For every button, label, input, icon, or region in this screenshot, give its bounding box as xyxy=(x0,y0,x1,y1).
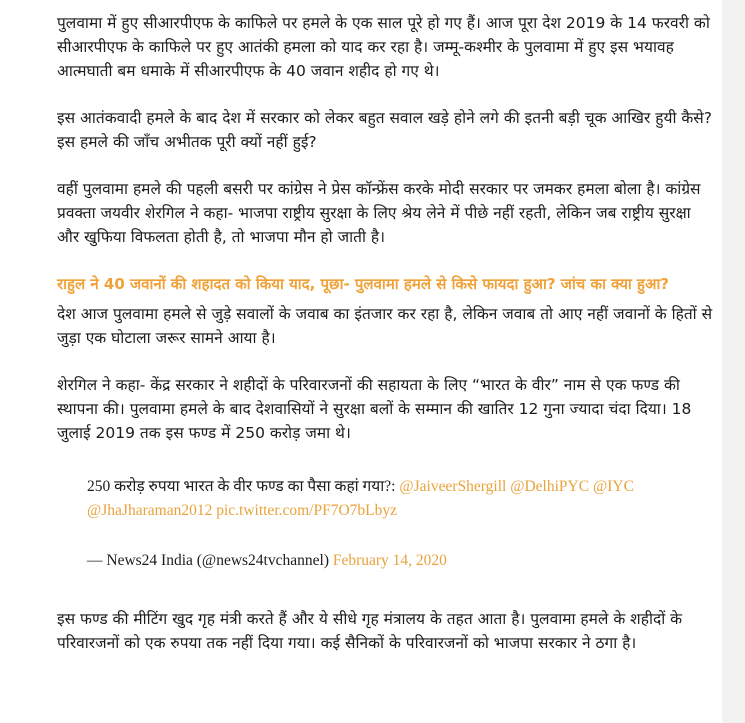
tweet-mention-iyc[interactable]: @IYC xyxy=(592,478,634,495)
paragraph-scam: देश आज पुलवामा हमले से जुड़े सवालों के जवाब का इंतजार कर रहा है, लेकिन जवाब तो आए नहीं जवानों के हितों से जुड़ा एक घोटाला जरूर सामने आया है। xyxy=(57,305,713,347)
tweet-body: 250 करोड़ रुपया भारत के वीर फण्ड का पैसा कहां गया?: xyxy=(87,478,400,495)
paragraph-congress: वहीं पुलवामा हमले की पहली बसरी पर कांग्रेस ने प्रेस कॉन्फ्रेंस करके मोदी सरकार पर जमकर हमला बोला है। कांग्रेस प्रवक्ता जयवीर शेरगिल ने कहा- भाजपा राष्ट्रीय सुरक्षा के लिए श्रेय लेने में पीछे नहीं रहती, लेकिन जब राष्ट्रीय सुरक्षा और खुफिया विफलता होती है, तो भाजपा मौन हो जाती है। xyxy=(57,180,701,246)
article-content xyxy=(57,11,717,655)
page-scrollbar-track[interactable] xyxy=(722,0,745,723)
tweet-pic-link[interactable]: pic.twitter.com/PF7O7bLbyz xyxy=(216,502,398,519)
paragraph-meeting: इस फण्ड की मीटिंग खुद गृह मंत्री करते हैं और ये सीधे गृह मंत्रालय के तहत आता है। पुलवामा हमले के शहीदों के परिवारजनों को एक रुपया तक नहीं दिया गया। कई सैनिकों के परिवारजनों को भाजपा सरकार ने ठगा है। xyxy=(57,610,683,652)
paragraph-questions: इस आतंकवादी हमले के बाद देश में सरकार को लेकर बहुत सवाल खड़े होने लगे की इतनी बड़ी चूक आखिर हुयी कैसे? इस हमले की जाँच अभीतक पूरी क्यों नहीं हुई? xyxy=(57,109,713,151)
paragraph-intro: पुलवामा में हुए सीआरपीएफ के काफिले पर हमले के एक साल पूरे हो गए हैं। आज पूरा देश 2019 के 14 फरवरी को सीआरपीएफ के काफिले पर हुए आतंकी हमला को याद कर रहा है। जम्मू-कश्मीर के पुलवामा में हुए इस भयावह आत्मघाती बम धमाके में सीआरपीएफ के 40 जवान शहीद हो गए थे। xyxy=(57,14,710,80)
paragraph-fund: शेरगिल ने कहा- केंद्र सरकार ने शहीदों के परिवारजनों की सहायता के लिए “भारत के वीर” नाम से एक फण्ड की स्थापना की। पुलवामा हमले के बाद देशवासियों ने सुरक्षा बलों के सम्मान की खातिर 12 गुना ज्यादा चंदा दिया। 18 जुलाई 2019 तक इस फण्ड में 250 करोड़ जमा थे। xyxy=(57,376,692,442)
tweet-attribution xyxy=(87,549,717,573)
tweet-mention-delhipyc[interactable]: @DelhiPYC xyxy=(510,478,590,495)
tweet-mention-jaiveer[interactable]: @JaiveerShergill xyxy=(399,478,507,495)
tweet-author: — News24 India (@news24tvchannel) xyxy=(87,552,333,569)
embedded-tweet xyxy=(87,475,717,573)
tweet-text xyxy=(87,475,717,523)
tweet-date-link[interactable]: February 14, 2020 xyxy=(332,552,447,569)
subheading-rahul: राहुल ने 40 जवानों की शहादत को किया याद, पूछा- पुलवामा हमले से किसे फायदा हुआ? जांच का क्या हुआ? xyxy=(57,275,670,293)
tweet-mention-jharaman[interactable]: @JhaJharaman2012 xyxy=(87,502,213,519)
